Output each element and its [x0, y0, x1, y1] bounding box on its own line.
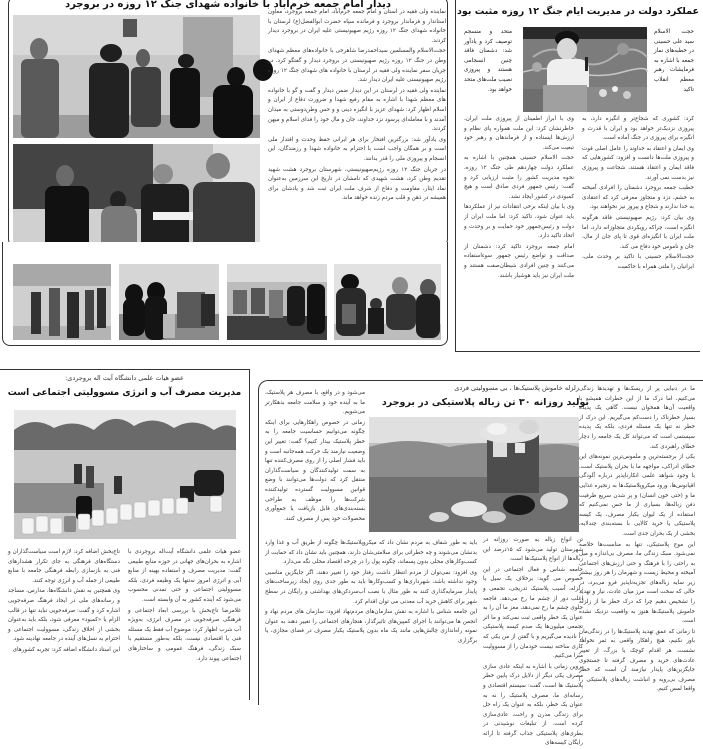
paragraph: تاج‌بخش اضافه کرد: لازم است سیاست‌گذاران و دستگاه‌های فرهنگی به جای تکرار هشدارهای فنی به بازسازی رابطه فرهنگی جامعه با منابع طبیعی از جمله آب و انرژی توجه کنند.	[8, 549, 120, 584]
article-kicker: زلزله خاموش پلاستیک‌ها ، بی مسوولیتی فردی	[454, 384, 579, 392]
paragraph: نماینده ولی فقیه در استان و امام جمعه خرم‌آباد، امام جمعه بروجرد، معاون استاندار و فرماندار بروجرد و فرمانده سپاه حضرت ابوالفضل(ع) لرستان با خانواده شهدای جنگ ۱۲ روزه رژیم صهیونیستی علیه ایران در بروجرد دیدار کردند.	[268, 9, 446, 44]
article-column-right	[128, 548, 241, 701]
paragraph: خطیب جمعه بروجرد دشمنان را افرادی آمیخته به خشم، دزد و متجاوز معرفی کرد که اعتقادی به خدا ندارند و شجاع و پیروز نیز نخواهند بود.	[582, 185, 694, 211]
photo-cleric-with-child	[334, 264, 441, 340]
article-water-energy	[0, 369, 250, 700]
paragraph: حجت‌الاسلام والمسلمین سیداحمدرضا شاهرخی با خانواده‌های معظم شهدای وطن در جنگ ۱۲ روزه رژیم صهیونیستی در بروجرد دیدار و گفتگو کرد. در جریان سفر نماینده ولی فقیه در لرستان با خانواده های شهدای جنگ ۱۲ روزه رژیم صهیونیستی علیه ایران دیدار شد.	[268, 48, 446, 84]
article-column-left	[8, 548, 120, 701]
paragraph: وی با ابراز اطمینان از پیروزی ملت ایران، خاطرنشان کرد: این ملت همواره پای نظام و ارزش‌ها ایستاده و از فرماندهان و رهبر خود تبعیت می‌کند.	[464, 116, 574, 151]
paragraph: غلامرضا تاج‌بخش با بررسی ابعاد اجتماعی و فرهنگی صرفه‌جویی در مصرف انرژی، به‌ویژه آب شرب اظهار کرد: موضوع آب فقط یک مسئله فنی یا اقتصادی نیست، بلکه به‌طور مستقیم با سبک زندگی، فرهنگ عمومی و ساختارهای اجتماعی پیوند دارد.	[128, 607, 241, 662]
article-column-4	[265, 539, 477, 704]
paragraph: زمانی در خصوص راهکارهایی برای اینکه چگونه می‌توانیم حساسیت جامعه را به خطر پلاستیک بیدار کنیم؟ گفت: تغییر این وضعیت نیازمند یک حرکت همه‌جانبه است و باید فشار اصلی را از روی مصرف‌کننده تنها به سمت تولیدکنندگان و سیاست‌گذاران منتقل کرد که دولت‌ها می‌توانند با وضع قوانین مسوولیت گسترده تولیدکننده شرکت‌ها را موظف به طراحی بسته‌بندی‌های قابل بازیافت یا جمع‌آوری محصولات خود پس از مصرف کنند.	[265, 419, 365, 522]
paragraph: این موج پلاستیکی، تنها به مناسبت‌ها خلاصه نمی‌شود. سبک زندگی ما، مصرف بی‌اندازه و میل به راحتی را با فرهنگ و حتی ارزش‌های اجتماعی آمیخته و محیط زیست و شهرمان را هر روز بیشتر زیر سایه زباله‌های تجزیه‌ناپذیر فرو می‌برد، در حالی که سخت است مرز میان عادت، نیاز و تهدید را تشخیص دهیم چرا که درک خطر ما از زلزله خاموش پلاستیک‌ها هنوز به واقعیت نزدیک نشده است.	[579, 541, 695, 625]
paragraph: می‌شود و در واقع، با مصرف هر پلاستیک، ما به آینده خود و سلامت جامعه بدهکارتر می‌شویم.	[265, 390, 365, 416]
photo-women-mourning	[119, 264, 219, 340]
paragraph: تن انواع زباله به صورت روزانه در شهرستان تولید می‌شود که ۱۵درصد این زباله‌ها از انواع پلاستیک‌ها است.	[483, 537, 583, 563]
article-column-right	[582, 115, 694, 347]
paragraph: یکی از برجسته‌ترین و ملموس‌ترین نمونه‌های این خطای ادراکی، مواجهه ما با بحران پلاستیک است. با وجود شواهد علمی انکارناپذیر درباره آلودگی اقیانوس‌ها، ورود میکروپلاستیک‌ها به زنجیره غذایی ما و (حتی خون انسان) و پر شدن سریع ظرفیت دفن زباله‌ها، بسیاری از ما حس نمی‌کنیم که استفاده از یک لیوان یکبار مصرف، یک کیسه پلاستیکی یا خرید کالایی با بسته‌بندی چندلایه، بخشی از یک بحران جدی است.	[579, 454, 695, 537]
article-headline: عملکرد دولت در مدیریت ایام جنگ ۱۲ روزه مثبت بود	[457, 6, 699, 17]
photo-men-outdoors	[13, 264, 111, 340]
photo-presenting-plaque	[13, 144, 260, 254]
paragraph: پروین زمانی با اشاره به اینکه عادی سازی مصرف یکی دیگر از دلایل درک پایین خطر پلاستیک ها است، گفت: سیستم اقتصادی و رسانه‌ای ما، مصرف پلاستیک را نه به عنوان یک خطر، بلکه به عنوان یک راه حل برای زندگی مدرن و راحت، عادی‌سازی کرده است. از تبلیغات نوشیدنی در بطری‌های پلاستیکی جذاب گرفته تا ارائه رایگان کیسه‌های	[483, 663, 583, 747]
article-headline: دیدار امام جمعه خرم‌آباد با خانواده شهدای جنگ ۱۲ روزه در بروجرد	[64, 0, 392, 10]
photo-family-gathering	[227, 264, 327, 340]
paragraph: وی ایمان و اعتقاد به خداوند را عامل اصلی قوت و پیروزی ملت‌ها دانست و افزود: کشورهایی که فاقد ایمان و اعتقاد هستند، شجاعت و پیروزی نیز بدست نمی آورند.	[582, 145, 694, 181]
article-headline: تولید روزانه ۳۰ تن زباله پلاستیکی در بروجرد	[381, 397, 589, 408]
paragraph: کرد: کشوری که شجاع‌تر و انگیزه دارد، به پیروزی نزدیک‌تر خواهد بود و ایران با قدرت و انگیزه برای پیروزی در جنگ آماده است.	[582, 116, 694, 142]
photo-overflowing-dumpster	[369, 417, 579, 532]
photo-water-containers	[14, 410, 236, 539]
paragraph: باید به طور شفاف به مردم نشان داد که میکروپلاستیک‌ها چگونه از طریق آب و غذا وارد بدنشان می‌شوند و چه خطراتی برای سلامتی‌شان دارند، همچنین باید نشان داد که حمایت از کسب‌وکارهای محلی بدون پسماند، چگونه پول را در چرخه اقتصاد محلی نگه می‌دارد.	[265, 540, 477, 566]
article-kicker: عضو هیات علمی دانشگاه آیت اله بروجردی:	[65, 374, 184, 382]
paragraph: ما در دنیایی پر از ریسک‌ها و تهدیدها زندگی می‌کنیم، اما درک ما از این خطرات همیشه با واقعیت آن‌ها همخوان نیست. گاهی یک پدیده بسیار خطرناک را دست‌کم می‌گیریم. این درک از خطر نه تنها یک مسئله فردی، بلکه یک پدیده سیستمی است که می‌تواند کل یک جامعه را دچار خطای راهبردی کند.	[579, 386, 695, 450]
article-plastic-waste	[258, 380, 703, 747]
paragraph: جامعه شناس و فعال اجتماعی در این خصوص می گوید: برخلاف یک سیل یا زلزله، آسیب پلاستیک تدریجی، تجمعی و اغلب دور از چشم ما رخ می‌دهد. فاجعه جلوی چشم ما رخ نمی‌دهد، مغز ما آن را به عنوان یک خطر واقعی ثبت نمی‌کند و ما اثر تجمعی میلیون‌ها یک صدم کیسه پلاستیکی را نادیده می‌گیریم و با گفتن از من یکی که کاری ساخته نیست خودمان را از مسوولیت مبرا می‌کنیم.	[483, 566, 583, 660]
article-column-1	[579, 385, 695, 693]
photo-officials-meeting-women	[13, 15, 260, 138]
paragraph: وی یادآور شد: بزرگترین افتخار برای هر ایرانی حفظ وحدت و اقتدار ملی است و بر همگان واجب است با احترام به خانواده شهدا و رزمندگان، این انسجام و پیروزی ملی را قدر بدانند.	[268, 136, 446, 162]
paragraph: نماینده ولی فقیه در لرستان در این دیدار ضمن دیدار و گفت و گو با خانواده های معظم شهدا با اشاره به مقام رفیع شهدا و ضرورت دفاع از ایران و اسلام اظهار کرد: شهدای عزیز با انگیزه دینی و و حس وطن‌دوستی به میدان آمدند و با معامله‌ای پرسود نزد خداوند، جان و مال خود را فدای اسلام و میهن کردند.	[268, 87, 446, 133]
paragraph: در جریان جنگ ۱۲ روزه رژیم‌صهیونیستی، شهرستان بروجرد هشت شهید تقدیم وطن کرد، هشت شهیدی که نامشان در تاریخ این سرزمین به‌عنوان نماد ایثار، مقاومت و دفاع از شرف ملت ایران ثبت شد و یادشان برای همیشه در ذهن و قلب مردم زنده خواهد ماند.	[268, 166, 446, 202]
article-body	[268, 8, 446, 243]
paragraph: این جامعه شناس با اشاره به نقش سازمان‌های مردم‌نهاد افزود: سازمان های مردم نهاد و انجمن ها می‌توانند با اجرای کمپین‌های تاثیرگذار، هنجارهای اجتماعی را تغییر دهند به عنوان نمونه راه‌اندازی چالش‌هایی مانند یک ماه بدون پلاستیک یکبار مصرف در فضای مجازی، یا برگزاری	[265, 609, 477, 644]
article-column-left	[464, 115, 574, 347]
article-column-2	[483, 536, 583, 747]
paragraph: امام جمعه بروجرد تاکید کرد: دشمنان از صداقت و تواضع رئیس جمهور سوءاستفاده می‌کنند و چنین افرادی شیطان‌صفت هستند و ملت ایران نیز باید هوشیار باشند.	[464, 243, 574, 279]
paragraph: وی همچنین به نقش دانشگاه‌ها، مدارس، مساجد و رسانه‌های ملی در ایجاد فرهنگ صرفه‌جویی اشاره کرد و گفت: صرفه‌جویی نباید تنها در قالب الزام یا «کمبود» معرفی شود، بلکه باید به‌عنوان بخشی از اخلاق زندگی، مسوولیت اجتماعی و احترام به نسل‌های آینده در جامعه نهادینه شود.	[8, 588, 120, 643]
article-headline: مدیریت مصرف آب و انرژی مسوولیتی اجتماعی است	[7, 388, 242, 398]
paragraph: تا زمانی که عمق تهدید پلاستیک‌ها را در زندگی‌مان باور نکنیم، هیچ راهکار واقعی به ثمر نخواهد نشست. هر اقدام کوچک یا بزرگ، از تغییر عادت‌های خرید و مصرف گرفته تا جستجوی جایگزین‌های پایدار نیازمند آن است که خطر مصرف بی‌رویه و انباشت زباله‌های پلاستیکی را واقعا لمس کنیم.	[579, 628, 695, 693]
article-lead-left: متحد و منسجم توصیف کرد و یادآور شد: دشمنان فاقد چنین انسجامی هستند و پیروزی نصیب ملت‌های متحد خواهد بود.	[464, 29, 512, 93]
article-government-performance	[455, 0, 700, 352]
paragraph: حجت الاسلام حسینی همچنین با اشاره به عملکرد دولت چهاردهم طی جنگ ۱۲ روزه، نحوه مدیریت کشور را مثبت ارزیابی کرد و گفت: رئیس جمهور فردی صادق است و هیچ کمبودی در کشور ایجاد نشد.	[464, 155, 574, 200]
photo-strip	[2, 242, 448, 346]
paragraph: عضو هیات علمی دانشگاه آیت‌اله بروجردی با اشاره به بحران‌های جهانی در حوزه منابع طبیعی گفت: مدیریت مصرف و استفاده بهینه از منابع آبی و انرژی امروز نه‌تنها یک وظیفه فردی، بلکه مسوولیتی اجتماعی و حتی تمدنی محسوب می‌شود که آینده کشور به آن وابسته است.	[128, 549, 241, 603]
article-lead-right: حجت الاسلام سید علی حسینی در خطبه‌های نماز جمعه با اشاره به فرمایشات رهبر معظم انقلاب تاکید	[654, 29, 694, 93]
paragraph: وی با بیان اینکه برخی انتقادات نیز از عملکردها باید عنوان شود، تاکید کرد: اما ملت ایران از دولت و رئیس‌جمهور خود حمایت و بر وحدت و اتحاد تاکید دارد.	[464, 204, 574, 240]
paragraph: حجت‌الاسلام حسینی با تاکید بر وحدت ملی، ایرانیان را ملتی همراه با حاکمیت	[582, 254, 694, 270]
paragraph: وی افزود: نمی‌توان از مردم انتظار داشت رفتار خود را تغییر دهند، اگر جایگزین مناسبی وجود نداشته باشد، شهرداری‌ها و کسب‌وکارها باید به طور جدی روی ایجاد زیرساخت‌های پایدار سرمایه‌گذاری کنند به طور مثال با نصب آب‌سردکن‌های بهداشتی و رایگان در سطح شهر برای کاهش خرید آب معدنی می توان اقدام کرد.	[265, 569, 477, 605]
article-column-3	[265, 389, 365, 539]
article-visit-martyrs-families	[8, 0, 448, 247]
paragraph: وی بیان کرد: رژیم صهیونیستی فاقد هرگونه انگیزه است، چراکه رویکردی متجاوزانه دارد، اما ملت ایران با انگیزه‌ای قوی تا پای جان از مال، جان و ناموس خود دفاع می کند.	[582, 214, 694, 250]
photo-friday-prayer-speaker	[523, 27, 647, 112]
paragraph: این استاد دانشگاه اضافه کرد: تجربه کشورهای	[12, 646, 120, 653]
